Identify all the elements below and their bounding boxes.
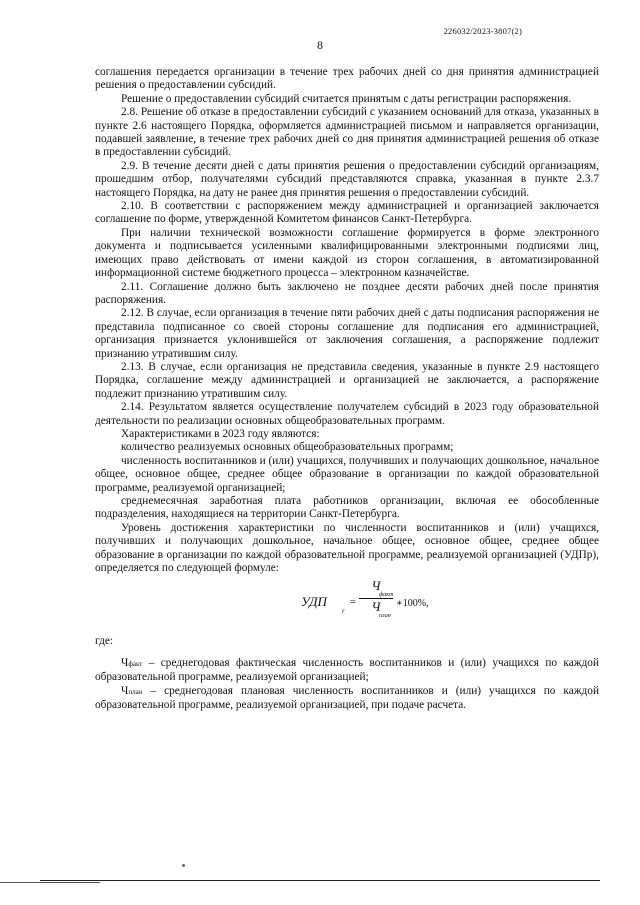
formula-denominator: Ч план <box>359 600 393 618</box>
page-number: 8 <box>317 38 323 52</box>
paragraph: Уровень достижения характеристики по численности воспитанников и (или) учащихся, получивших и получающих дошкольное, начальное общее, основное общее, среднее общее образование в организации по каждой образовательной программе, реализуемой организацией (УДПр), определяется по следующей формуле: <box>95 521 599 575</box>
paragraph: Решение о предоставлении субсидий считается принятым с даты регистрации распоряжения. <box>121 92 572 105</box>
formula-equals: = <box>349 596 357 609</box>
paragraph: среднемесячная заработная плата работников организации, включая ее обособленные подразделения, находящиеся на территории Санкт-Петербурга. <box>95 495 599 521</box>
formula-denominator-subscript: план <box>379 613 391 620</box>
document-body <box>95 66 599 712</box>
paragraph: количество реализуемых основных общеобразовательных программ; <box>121 441 454 454</box>
formula <box>95 575 599 635</box>
paragraph: 2.8. Решение об отказе в предоставлении субсидий с указанием оснований для отказа, указанных в пункте 2.6 настоящего Порядка, оформляется администрацией письмом и направляется организации, подавшей заявление, в течение трех рабочих дней со дня принятия администрацией решения об отказе в предоставлении субсидий. <box>95 106 599 159</box>
formula-multiplier: ∗100%, <box>396 598 429 610</box>
definition: Чфакт – среднегодовая фактическая численность воспитанников и (или) учащихся по каждой образовательной программе, реализуемой организацией; <box>95 656 599 684</box>
formula-fraction <box>359 579 393 618</box>
formula-lhs-subscript: r <box>342 607 345 616</box>
paragraph: 2.10. В соответствии с распоряжением между администрацией и организацией заключается соглашение по форме, утвержденной Комитетом финансов Санкт-Петербурга. <box>95 200 599 226</box>
formula-numerator-subscript: факт <box>379 592 394 599</box>
paragraph: Характеристиками в 2023 году являются: <box>121 427 320 440</box>
paragraph: 2.13. В случае, если организация не представила сведения, указанные в пункте 2.9 настоящего Порядка, соглашение между администрацией и организацией не заключается, а распоряжение подлежит признанию утратившим силу. <box>95 360 599 400</box>
scan-speck <box>182 864 185 867</box>
paragraph: численность воспитанников и (или) учащихся, получивших и получающих дошкольное, начальное общее, основное общее, среднее общее образование в организации по каждой образовательной программе, реализуемой организацией; <box>95 454 599 494</box>
paragraph: При наличии технической возможности соглашение формируется в форме электронного документа и подписывается усиленными квалифицированными электронными подписями лиц, имеющих право действовать от имени каждой из сторон соглашения, в автоматизированной информационной системе бюджетного процесса – электронном казначействе. <box>95 226 599 280</box>
paragraph: 2.9. В течение десяти дней с даты принятия решения о предоставлении субсидий организациям, прошедшим отбор, получателями субсидий представляются справка, указанная в пункте 2.3.7 настоящего Порядка, на дату не ранее дня принятия решения о предоставлении субсидий. <box>95 159 599 199</box>
document-number: 226032/2023-3807(2) <box>443 26 522 36</box>
formula-numerator: Ч факт <box>359 579 393 597</box>
definition: Чплан – среднегодовая плановая численность воспитанников и (или) учащихся по каждой образовательной программе, реализуемой организацией, при подаче расчета. <box>95 684 599 712</box>
paragraph: 2.11. Соглашение должно быть заключено не позднее десяти рабочих дней после принятия распоряжения. <box>95 280 599 306</box>
scan-edge-line <box>0 880 640 883</box>
paragraph: соглашения передается организации в течение трех рабочих дней со дня принятия администрацией решения о предоставлении субсидий. <box>95 66 599 92</box>
where-label: где: <box>95 635 113 648</box>
paragraph: 2.14. Результатом является осуществление получателем субсидий в 2023 году образовательной деятельности по реализации основных общеобразовательных программ. <box>95 401 599 427</box>
paragraph: 2.12. В случае, если организация в течение пяти рабочих дней с даты подписания распоряжения не представила подписанное со своей стороны соглашение для подписания его администрацией, организация признается уклонившейся от заключения соглашения, а распоряжение подлежит признанию утратившим силу. <box>95 307 599 360</box>
formula-lhs: УДП <box>301 594 327 610</box>
